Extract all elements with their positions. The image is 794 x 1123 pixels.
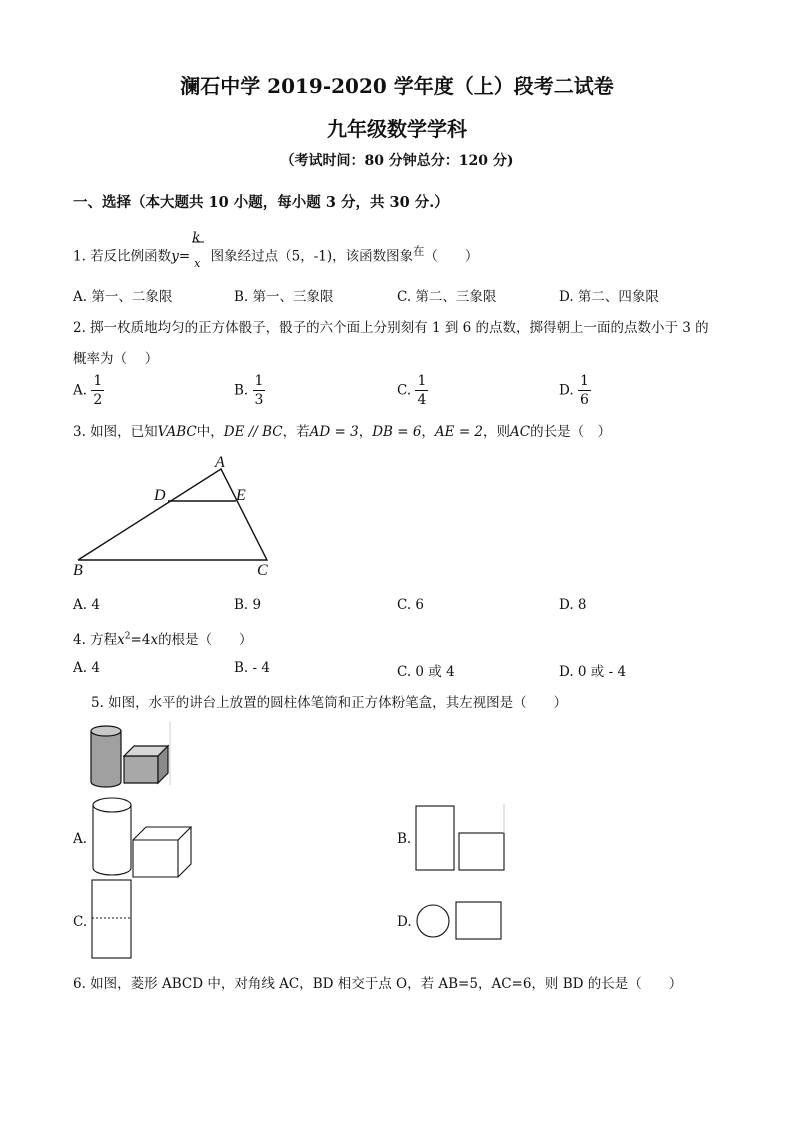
q5-option-d[interactable]: D. — [397, 914, 412, 930]
q3-label-e: E — [236, 487, 246, 504]
q2-b-den: 3 — [254, 392, 264, 408]
q1-tail: （ ） — [424, 248, 479, 265]
q3-text-g: 的长是（ ） — [530, 424, 612, 440]
q5-d-square — [456, 902, 501, 939]
q3-text-e: ， — [421, 424, 435, 440]
q3-triangle: VABC — [157, 424, 197, 440]
q4-pre: 4. 方程 — [73, 632, 118, 648]
q3-label-c: C — [257, 562, 268, 579]
q3-ac: AC — [510, 424, 531, 440]
q2-option-c-label: C. — [397, 382, 412, 399]
q5-option-b[interactable]: B. — [397, 831, 412, 847]
q1-frac-num: k — [192, 230, 201, 246]
q3-text-b: 中， — [196, 424, 224, 440]
q3-db: DB = 6 — [372, 424, 422, 440]
q3-de-bc: DE // BC — [223, 424, 283, 440]
q4-x: x — [117, 632, 125, 648]
q2-option-d-label: D. — [559, 382, 574, 399]
q4-option-d[interactable]: D. 0 或 - 4 — [559, 664, 627, 680]
q5-option-a[interactable]: A. — [73, 831, 88, 847]
q1-option-b[interactable]: B. 第一、三象限 — [234, 289, 334, 305]
q2-d-num: 1 — [579, 373, 589, 389]
q1-option-c[interactable]: C. 第二、三象限 — [397, 289, 497, 305]
q3-option-c[interactable]: C. 6 — [397, 597, 425, 613]
time-info: （考试时间：80 分钟总分：120 分) — [280, 153, 514, 169]
q2-line2: 概率为（ ） — [73, 351, 159, 367]
q1-option-d[interactable]: D. 第二、四象限 — [559, 289, 659, 305]
question-5: 5. 如图，水平的讲台上放置的圆柱体笔筒和正方体粉笔盒，其左视图是（ ） — [91, 695, 568, 711]
q3-text-c: ，若 — [282, 424, 310, 440]
q2-c-num: 1 — [417, 373, 427, 389]
q2-d-den: 6 — [579, 392, 589, 408]
q3-option-a[interactable]: A. 4 — [73, 597, 100, 613]
q1-y-eq: y= — [171, 248, 191, 265]
q3-option-b[interactable]: B. 9 — [234, 597, 262, 613]
q3-ad: AD = 3 — [309, 424, 359, 440]
q1-post: 图象经过点（5，-1)，该函数图象 — [210, 248, 414, 265]
q4-sup: 2 — [124, 631, 131, 642]
q3-label-d: D — [154, 487, 166, 504]
q2-option-b-label: B. — [234, 382, 249, 399]
q1-option-a[interactable]: A. 第一、二象限 — [73, 289, 173, 305]
q3-option-d[interactable]: D. 8 — [559, 597, 587, 613]
q1-pre: 若反比例函数 — [90, 248, 172, 265]
question-6: 6. 如图，菱形 ABCD 中，对角线 AC，BD 相交于点 O，若 AB=5，AC=6，则 BD 的长是（ ） — [73, 976, 683, 992]
q3-ae: AE = 2 — [434, 424, 484, 440]
q4-option-c[interactable]: C. 0 或 4 — [397, 664, 455, 680]
q1-frac-den: x — [194, 257, 201, 270]
q4-post: 的根是（ ） — [158, 632, 253, 648]
q4-x2: x — [150, 632, 159, 648]
q4-option-a[interactable]: A. 4 — [73, 660, 100, 676]
q1-num: 1. — [73, 248, 86, 265]
subject-title: 九年级数学学科 — [327, 117, 467, 141]
q2-c-den: 4 — [417, 392, 427, 408]
q2-a-den: 2 — [93, 392, 103, 408]
q2-line1: 2. 掷一枚质地均匀的正方体骰子，骰子的六个面上分别刻有 1 到 6 的点数，掷得朝上一面的点数小于 3 的 — [73, 320, 709, 336]
q2-b-num: 1 — [254, 373, 264, 389]
q1-zai: 在 — [413, 245, 425, 258]
q3-text-a: 3. 如图，已知 — [73, 424, 158, 440]
q3-text-f: ，则 — [483, 424, 511, 440]
section-heading: 一、选择（本大题共 10 小题，每小题 3 分，共 30 分.） — [73, 194, 449, 211]
q5-d-circle — [417, 905, 449, 937]
exam-title: 澜石中学 2019-2020 学年度（上）段考二试卷 — [180, 74, 614, 98]
q3-label-b: B — [73, 562, 83, 579]
q4-eq: =4 — [130, 632, 151, 648]
q2-a-num: 1 — [93, 373, 103, 389]
q3-text-d: ， — [358, 424, 373, 440]
q4-option-b[interactable]: B. - 4 — [234, 660, 270, 676]
q3-label-a: A — [215, 454, 225, 471]
q2-option-a-label: A. — [73, 382, 88, 399]
q5-option-c[interactable]: C. — [73, 914, 88, 930]
